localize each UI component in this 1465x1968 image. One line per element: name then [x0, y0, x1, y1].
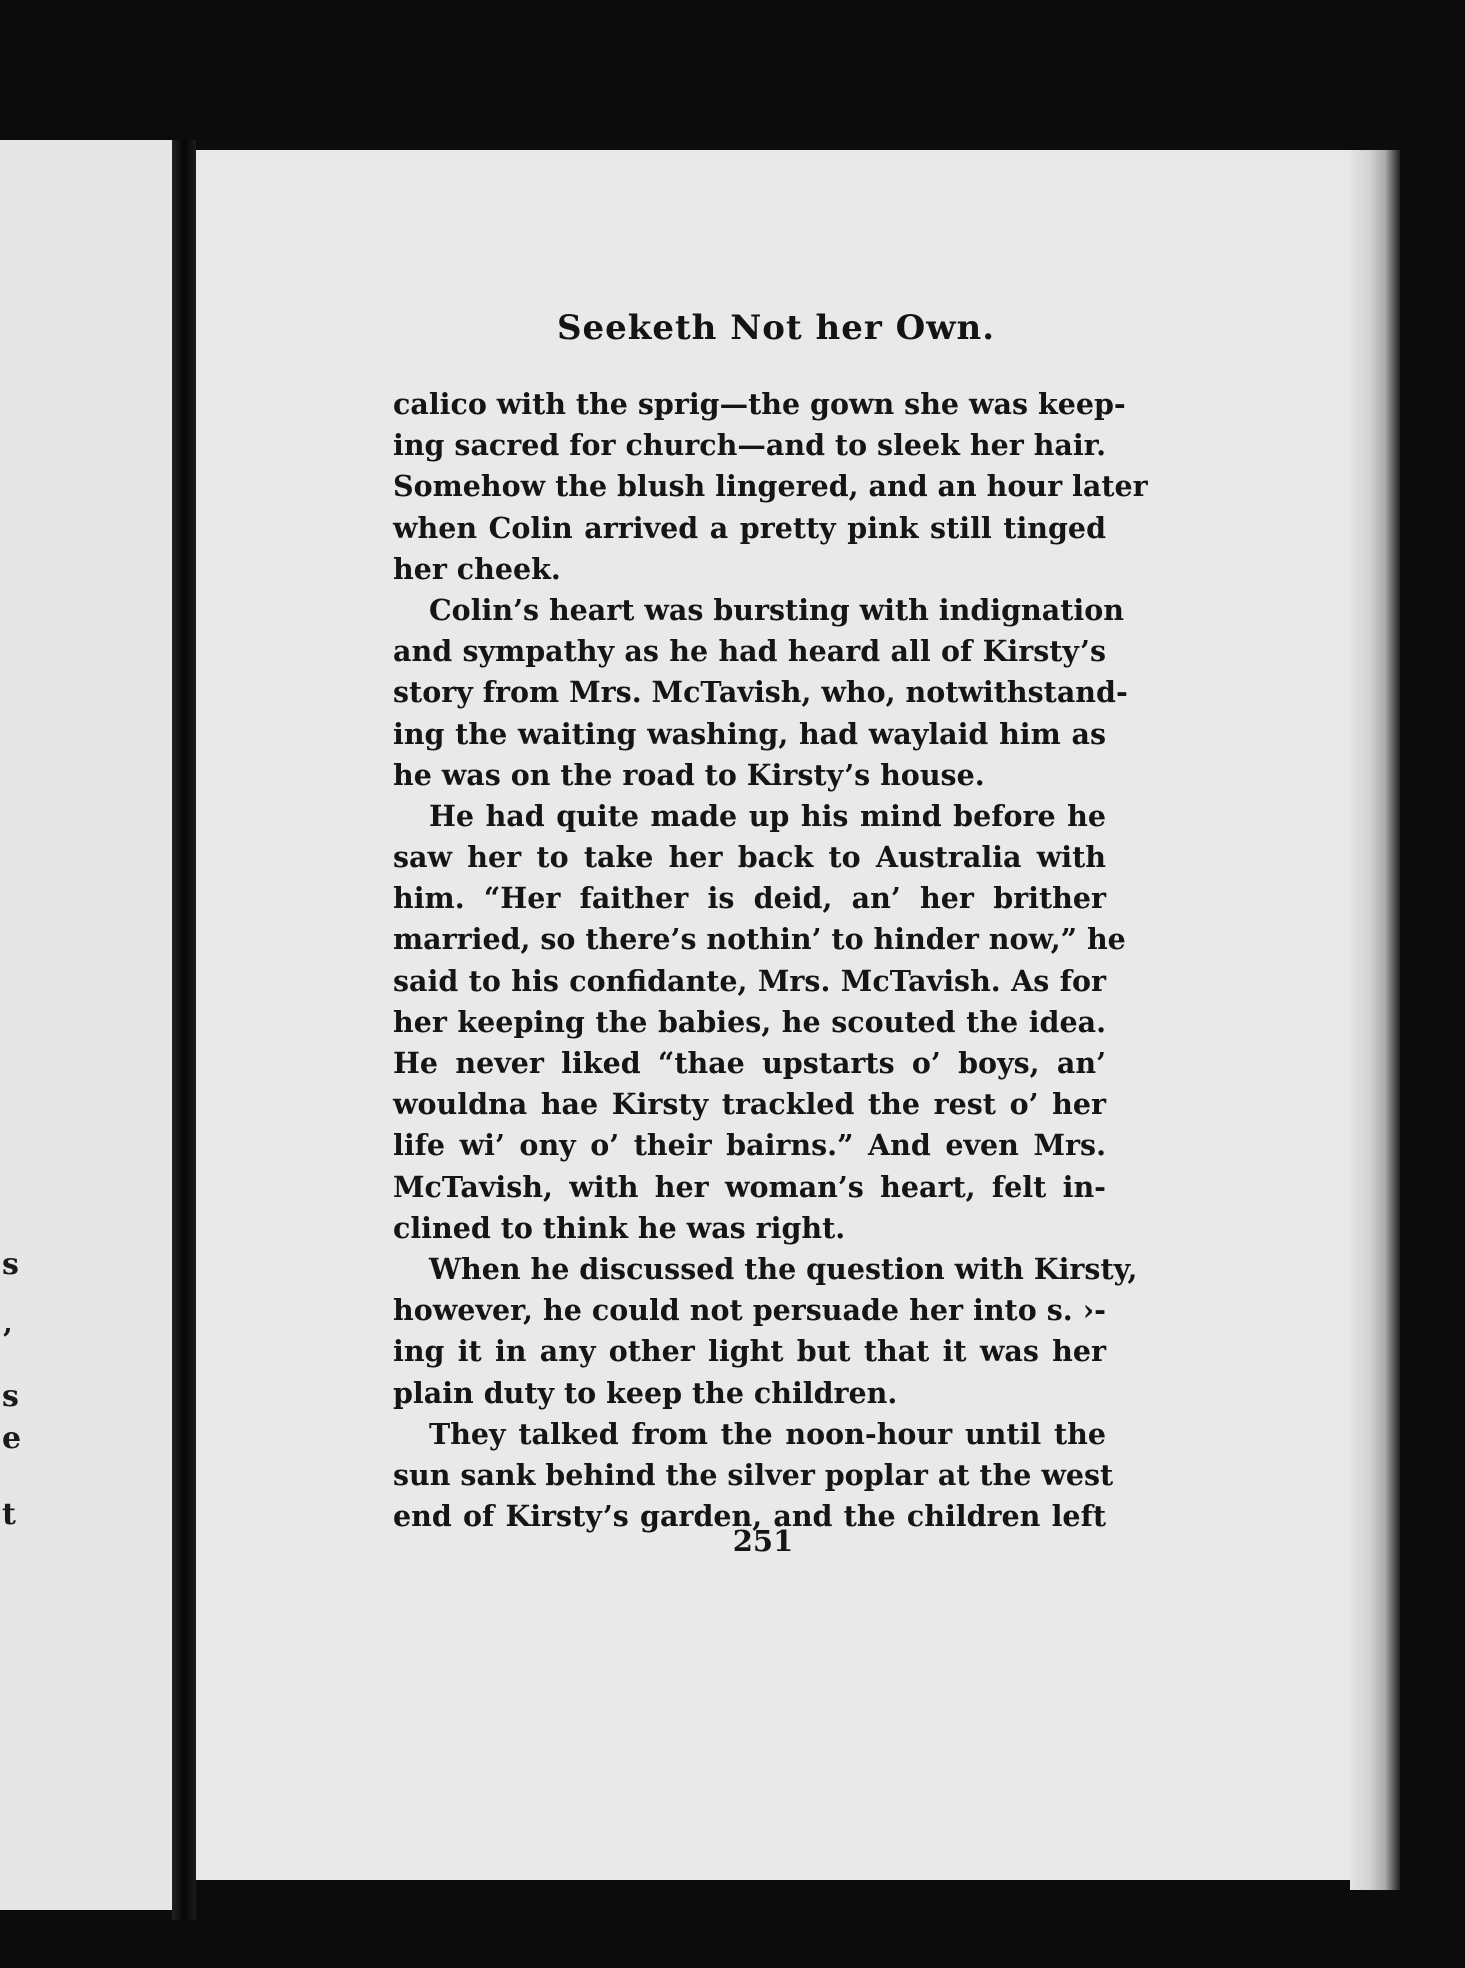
text-line: married, so there’s nothin’ to hinder now,” he [393, 922, 1126, 957]
text-line: wouldna hae Kirsty trackled the rest o’ her [393, 1087, 1106, 1122]
text-line: He never liked “thae upstarts o’ boys, an’ [393, 1046, 1106, 1080]
text-line: McTavish, with her woman’s heart, felt in- [393, 1169, 1106, 1204]
body-text [393, 384, 1148, 1537]
text-line: ing the waiting washing, had waylaid him as [393, 716, 1106, 751]
page-edge [1350, 150, 1400, 1890]
text-line: Somehow the blush lingered, and an hour later [393, 469, 1148, 504]
text-line: plain duty to keep the children. [393, 1375, 898, 1410]
text-line: When he discussed the question with Kirsty, [429, 1251, 1138, 1286]
left-page-text-fragment: s [2, 1379, 19, 1414]
text-line: ing it in any other light but that it was her [393, 1334, 1106, 1369]
text-line: calico with the sprig—the gown she was keep- [393, 387, 1126, 421]
text-line: ing sacred for church—and to sleek her hair. [393, 428, 1106, 463]
left-page-text-fragment: ’ [2, 1323, 13, 1358]
text-line: clined to think he was right. [393, 1210, 846, 1245]
text-line: story from Mrs. McTavish, who, notwithstand- [393, 675, 1128, 710]
text-line: life wi’ ony o’ their bairns.” And even Mrs. [393, 1128, 1106, 1163]
text-line: They talked from the noon-hour until the [429, 1416, 1106, 1451]
text-line: however, he could not persuade her into s. ›- [393, 1293, 1106, 1328]
left-page-text-fragment: e [2, 1421, 22, 1456]
book-gutter [172, 140, 196, 1920]
text-line: said to his confidante, Mrs. McTavish. As for [393, 963, 1106, 998]
text-line: and sympathy as he had heard all of Kirsty’s [393, 634, 1106, 669]
text-line: end of Kirsty’s garden, and the children left [393, 1499, 1106, 1534]
text-line: sun sank behind the silver poplar at the west [393, 1457, 1114, 1492]
left-facing-page [0, 140, 178, 1910]
text-line: when Colin arrived a pretty pink still tinged [393, 510, 1106, 545]
text-line: her keeping the babies, he scouted the idea. [393, 1004, 1106, 1039]
text-line: he was on the road to Kirsty’s house. [393, 757, 985, 792]
running-head: Seeketh Not her Own. [556, 308, 996, 348]
page-number: 251 [732, 1524, 794, 1558]
text-line: saw her to take her back to Australia with [393, 840, 1106, 875]
text-line: He had quite made up his mind before he [429, 798, 1106, 833]
text-line: him. “Her faither is deid, an’ her brither [393, 881, 1106, 916]
text-line: Colin’s heart was bursting with indignation [429, 592, 1124, 627]
left-page-text-fragment: s [2, 1247, 19, 1282]
left-page-text-fragment: t [2, 1497, 16, 1532]
text-line: her cheek. [393, 551, 561, 586]
